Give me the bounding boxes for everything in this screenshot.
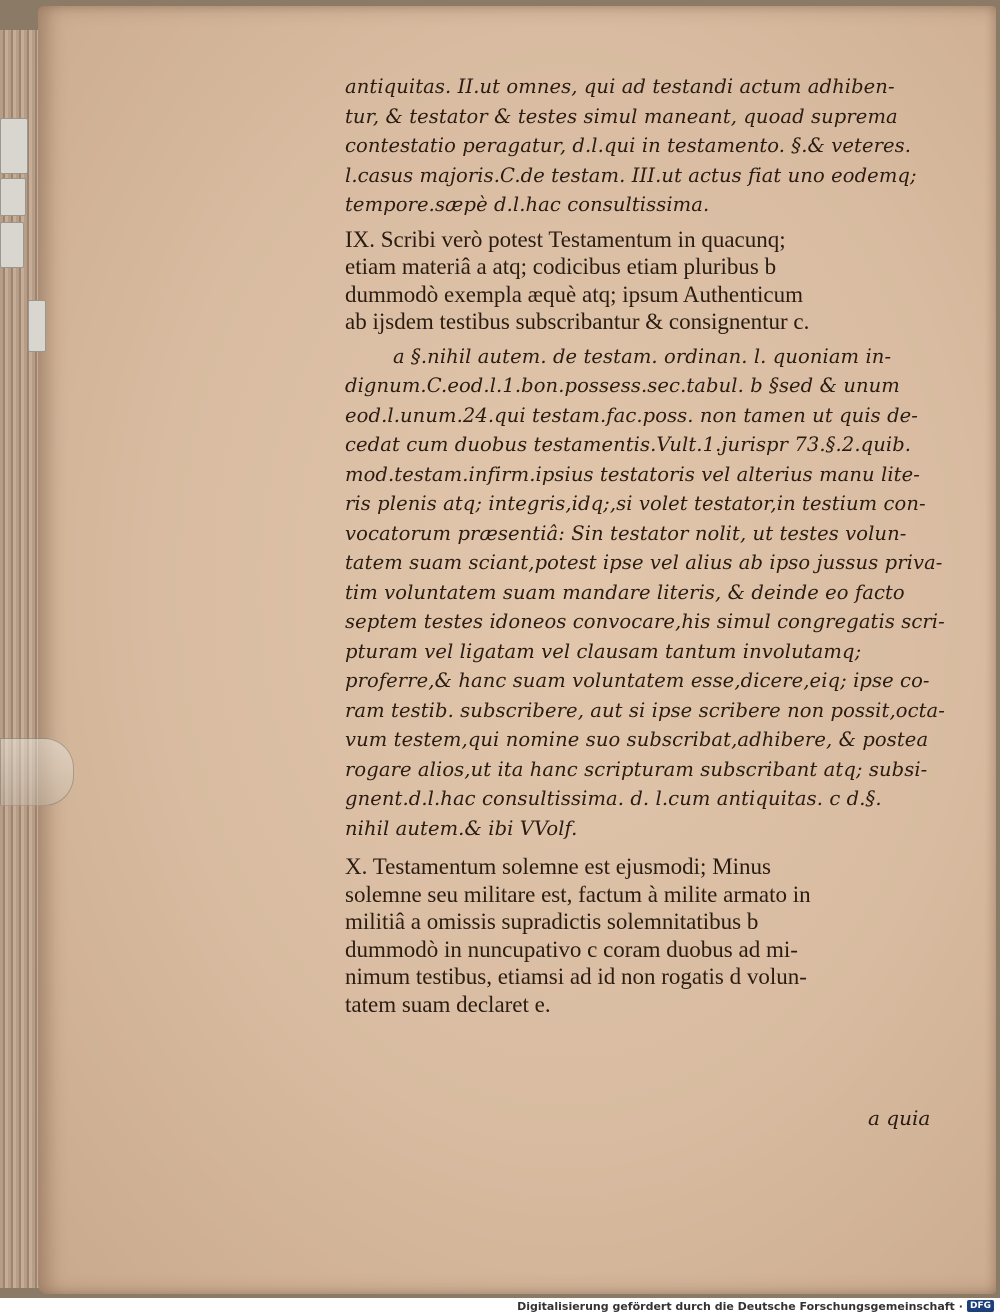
page-tab-marker	[28, 300, 46, 352]
page-tab-marker	[0, 118, 28, 174]
text-line: dignum.C.eod.l.1.bon.possess.sec.tabul. b §sed & unum	[345, 374, 900, 397]
text-line: rogare alios,ut ita hanc scripturam subscribant atq; subsi-	[345, 757, 928, 781]
page-text	[345, 72, 965, 1018]
text-line: a §.nihil autem. de testam. ordinan. l. quoniam in-	[393, 344, 892, 368]
book-clip	[0, 738, 74, 806]
footer-separator: ·	[958, 1299, 963, 1313]
page-tab-marker	[0, 222, 24, 268]
text-line: etiam materiâ a atq; codicibus etiam pluribus b	[345, 254, 777, 279]
text-line: gnent.d.l.hac consultissima. d. l.cum antiquitas. c d.§.	[345, 787, 882, 810]
text-line: mod.testam.infirm.ipsius testatoris vel alterius manu lite-	[345, 462, 920, 486]
text-line: antiquitas. II.ut omnes, qui ad testandi actum adhiben-	[345, 75, 895, 98]
text-line: militiâ a omissis supradictis solemnitatibus b	[345, 909, 759, 934]
text-line: ab ijsdem testibus subscribantur & consignentur c.	[345, 309, 810, 334]
text-line: tur, & testator & testes simul maneant, quoad suprema	[345, 104, 898, 128]
text-line: ram testib. subscribere, aut si ipse scribere non possit,octa-	[345, 698, 945, 722]
text-line: l.casus majoris.C.de testam. III.ut actus fiat uno eodemq;	[345, 163, 917, 187]
text-line: tim voluntatem suam mandare literis, & deinde eo facto	[345, 580, 905, 604]
text-line: cedat cum duobus testamentis.Vult.1.jurispr 73.§.2.quib.	[345, 433, 912, 456]
text-line: proferre,& hanc suam voluntatem esse,dicere,eiq; ipse co-	[345, 669, 930, 692]
footer-credit-text: Digitalisierung gefördert durch die Deutsche Forschungsgemeinschaft	[517, 1299, 955, 1313]
text-line: tatem suam declaret e.	[345, 991, 551, 1017]
text-line: vum testem,qui nomine suo subscribat,adhibere, & postea	[345, 728, 929, 751]
catchword: a quia	[868, 1106, 931, 1130]
text-line: nihil autem.& ibi VVolf.	[345, 816, 578, 840]
notes-ix	[345, 342, 965, 844]
dfg-logo: DFG	[967, 1300, 994, 1312]
text-line: tatem suam sciant,potest ipse vel alius ab ipso jussus priva-	[345, 551, 943, 574]
text-line: ris plenis atq; integris,idq;,si volet testator,in testium con-	[345, 492, 926, 515]
section-x	[345, 853, 965, 1018]
text-line: solemne seu militare est, factum à milite armato in	[345, 881, 811, 907]
text-line: pturam vel ligatam vel clausam tantum involutamq;	[345, 639, 862, 663]
text-line: dummodò in nuncupativo c coram duobus ad mi-	[345, 936, 798, 962]
text-line: eod.l.unum.24.qui testam.fac.poss. non tamen ut quis de-	[345, 403, 918, 427]
text-line: IX. Scribi verò potest Testamentum in quacunq;	[345, 226, 786, 252]
text-line: dummodò exempla æquè atq; ipsum Authenticum	[345, 281, 804, 307]
section-ix	[345, 226, 965, 336]
page-tab-marker	[0, 178, 26, 216]
text-line: tempore.sæpè d.l.hac consultissima.	[345, 193, 710, 216]
footer-credit	[517, 1298, 994, 1314]
text-line: nimum testibus, etiamsi ad id non rogatis d volun-	[345, 964, 807, 989]
text-line: septem testes idoneos convocare,his simul congregatis scri-	[345, 610, 945, 633]
text-line: vocatorum præsentiâ: Sin testator nolit, ut testes volun-	[345, 521, 907, 545]
text-line: X. Testamentum solemne est ejusmodi; Minus	[345, 854, 771, 879]
intro-block	[345, 72, 965, 220]
text-line: contestatio peragatur, d.l.qui in testamento. §.& veteres.	[345, 134, 912, 157]
